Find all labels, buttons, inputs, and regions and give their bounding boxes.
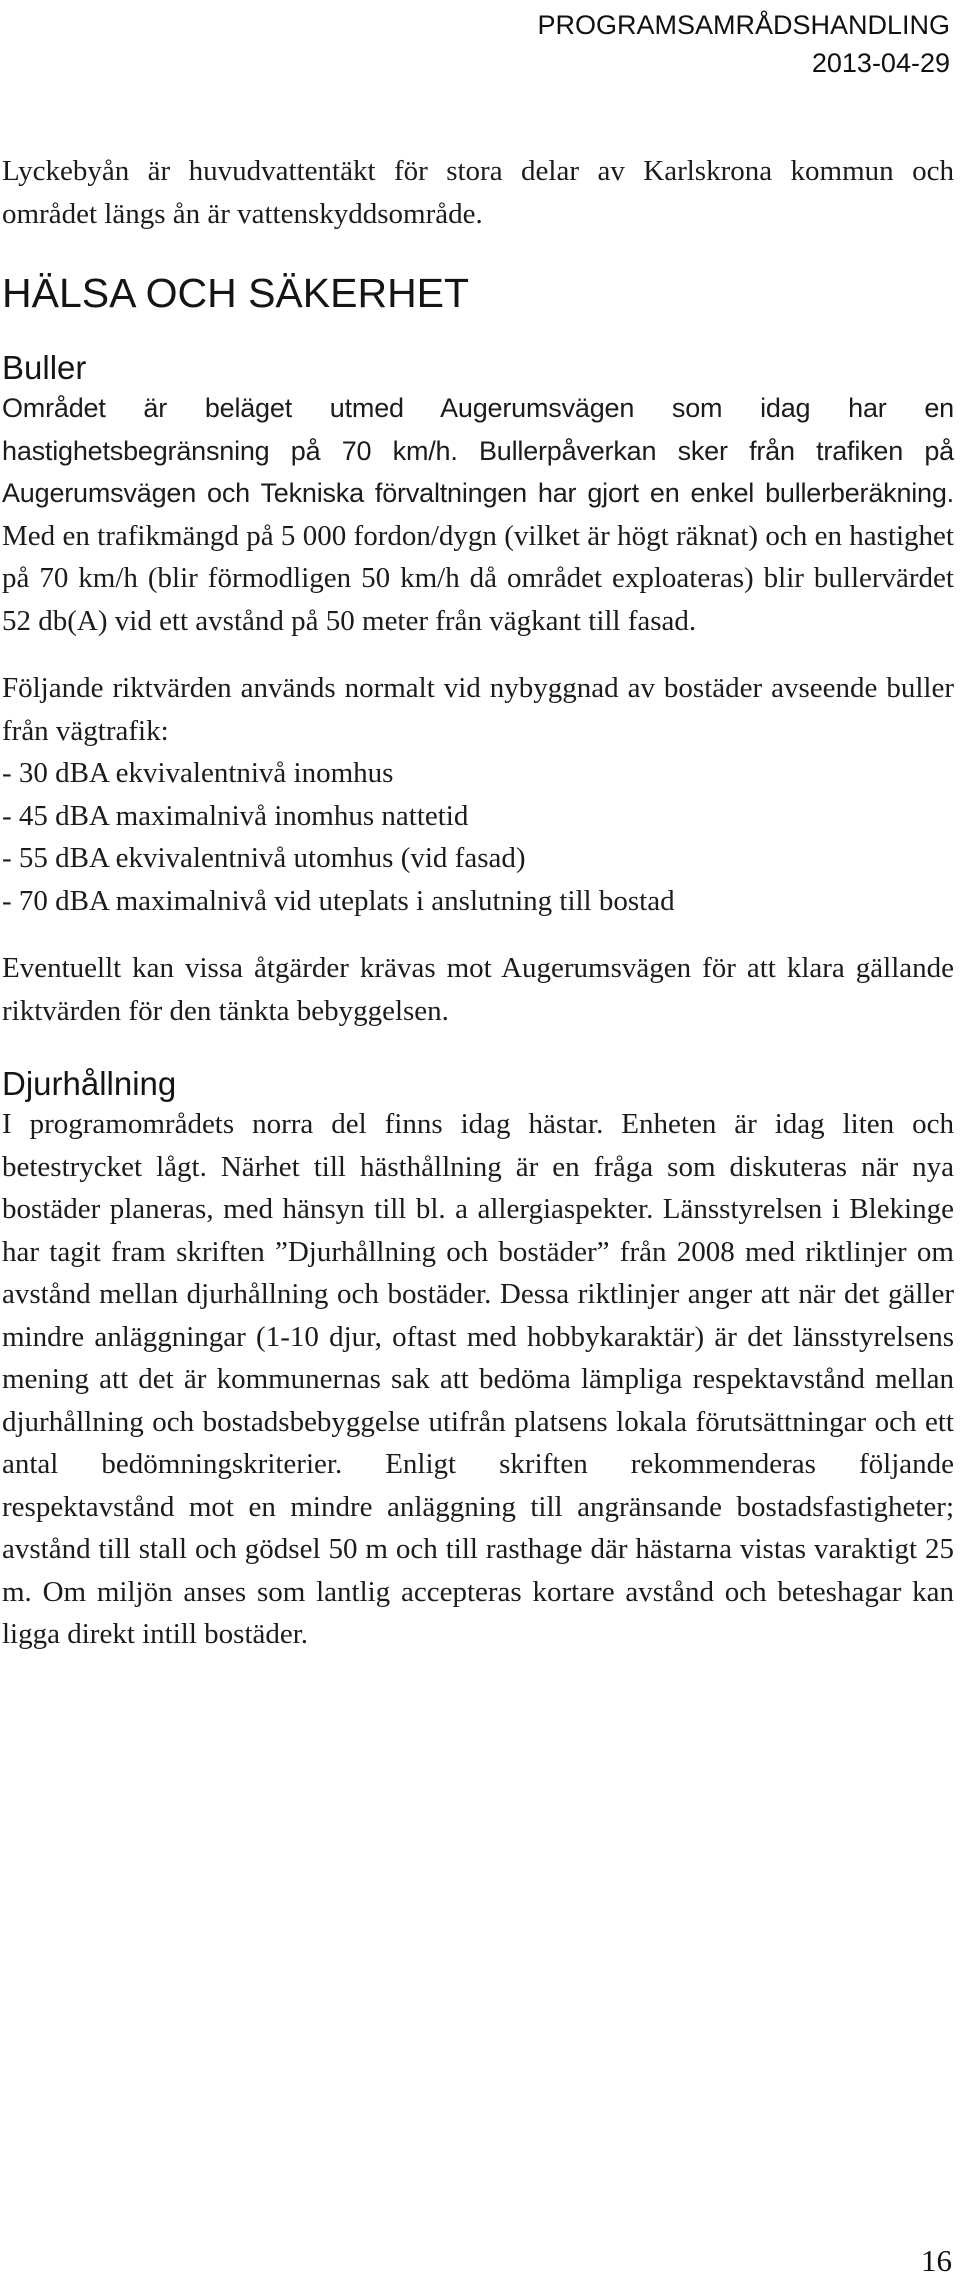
list-item: - 70 dBA maximalnivå vid uteplats i anslutning till bostad — [2, 884, 675, 917]
list-item: - 30 dBA ekvivalentnivå inomhus — [2, 757, 394, 789]
buller-paragraph-1 — [2, 387, 954, 642]
subheading-djurhallning: Djurhållning — [2, 1065, 177, 1102]
page-number: 16 — [921, 2243, 952, 2278]
guideline-list — [2, 752, 954, 922]
intro-paragraph: Lyckebyån är huvudvattentäkt för stora delar av Karlskrona kommun och området längs ån är vattenskyddsområde. — [2, 155, 954, 230]
buller-paragraph-2: Följande riktvärden används normalt vid nybyggnad av bostäder avseende buller från vägtrafik: — [2, 672, 954, 747]
document-date: 2013-04-29 — [811, 48, 950, 78]
buller-paragraph-3: Eventuellt kan vissa åtgärder krävas mot Augerumsvägen för att klara gällande riktvärden för den tänkta bebyggelsen. — [2, 952, 954, 1027]
page-header — [537, 6, 950, 82]
list-item: - 45 dBA maximalnivå inomhus nattetid — [2, 799, 469, 832]
section-heading: HÄLSA OCH SÄKERHET — [2, 270, 470, 316]
document-type-label: PROGRAMSAMRÅDSHANDLING — [537, 10, 950, 40]
buller-paragraph-1-serif: Med en trafikmängd på 5 000 fordon/dygn (vilket är högt räknat) och en hastighet på 70 km/h (blir förmodligen 50 km/h då området exploateras) blir bullervärdet 52 db(A) vid ett avstånd på 50 meter från vägkant till fasad. — [2, 519, 954, 637]
djurhallning-paragraph: I programområdets norra del finns idag hästar. Enheten är idag liten och betestrycket lågt. Närhet till hästhållning är en fråga som diskuteras när nya bostäder planeras, med hänsyn till bl. a allergiaspekter. Länsstyrelsen i Blekinge har tagit fram skriften ”Djurhållning och bostäder” från 2008 med riktlinjer om avstånd mellan djurhållning och bostäder. Dessa riktlinjer anger att när det gäller mindre anläggningar (1-10 djur, oftast med hobbykaraktär) är det länsstyrelsens mening att det är kommunernas sak att bedöma lämpliga respektavstånd mellan djurhållning och bostadsbebyggelse utifrån platsens lokala förutsättningar och ett antal bedömningskriterier. Enligt skriften rekommenderas följande respektavstånd mot en mindre anläggning till angränsande bostadsfastigheter; avstånd till stall och gödsel 50 m och till rasthage där hästarna vistas varaktigt 25 m. Om miljön anses som lantlig accepteras kortare avstånd och beteshagar kan ligga direkt intill bostäder. — [2, 1108, 954, 1650]
document-body — [2, 150, 954, 1656]
subheading-buller: Buller — [2, 349, 87, 386]
buller-paragraph-1-sans: Området är beläget utmed Augerumsvägen som idag har en hastighetsbegränsning på 70 km/h. Bullerpåverkan sker från trafiken på Augerumsvägen och Tekniska förvaltningen har gjort en enkel bullerberäkning. — [2, 393, 954, 508]
list-item: - 55 dBA ekvivalentnivå utomhus (vid fasad) — [2, 842, 526, 874]
